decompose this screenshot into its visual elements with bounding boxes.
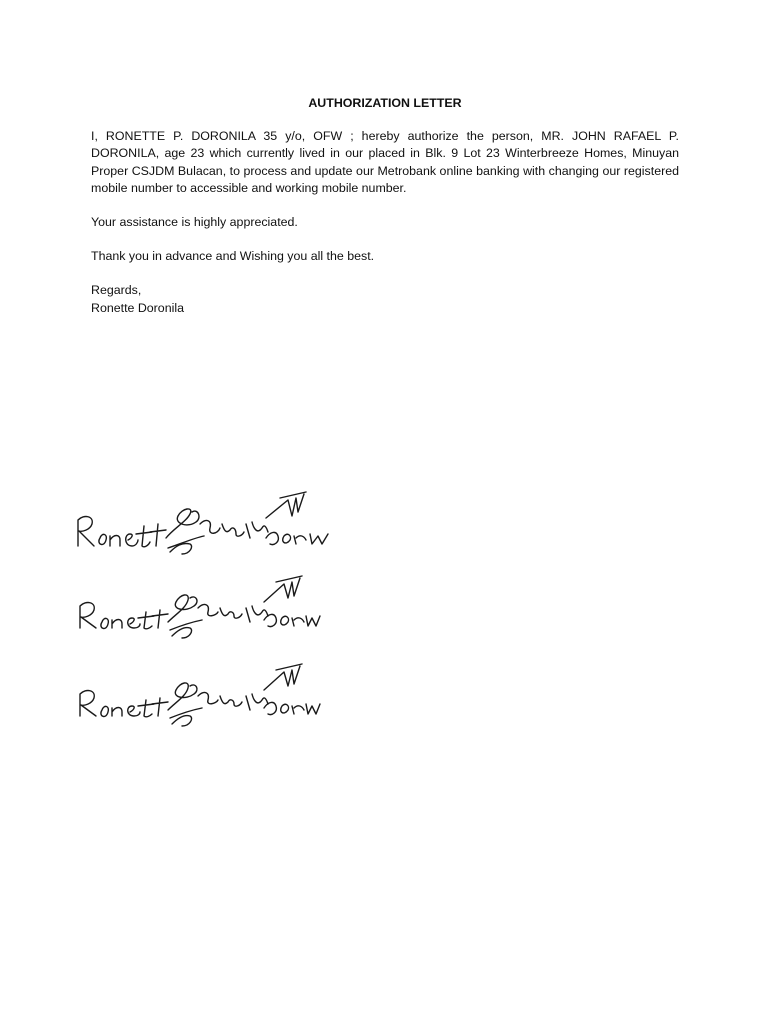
signer-name: Ronette Doronila: [91, 300, 184, 315]
authorization-letter: [91, 95, 679, 334]
letter-body-paragraph: I, RONETTE P. DORONILA 35 y/o, OFW ; hereby authorize the person, MR. JOHN RAFAEL P. DORONILA, age 23 which currently lived in our placed in Blk. 9 Lot 23 Winterbreeze Homes, Minuyan Proper CSJDM Bulacan, to process and update our Metrobank online banking with changing our registered mobile number to accessible and working mobile number.: [91, 129, 679, 195]
appreciation-line: Your assistance is highly appreciated.: [91, 215, 298, 230]
handwritten-signature: [70, 478, 330, 558]
handwritten-signature: [70, 566, 330, 646]
closing-salutation: Regards,: [91, 283, 142, 298]
handwritten-signature: [70, 654, 330, 734]
signature-group: [70, 478, 340, 738]
thanks-line: Thank you in advance and Wishing you all the best.: [91, 249, 375, 264]
closing-block: [91, 282, 679, 316]
letter-title: AUTHORIZATION LETTER: [308, 96, 462, 110]
